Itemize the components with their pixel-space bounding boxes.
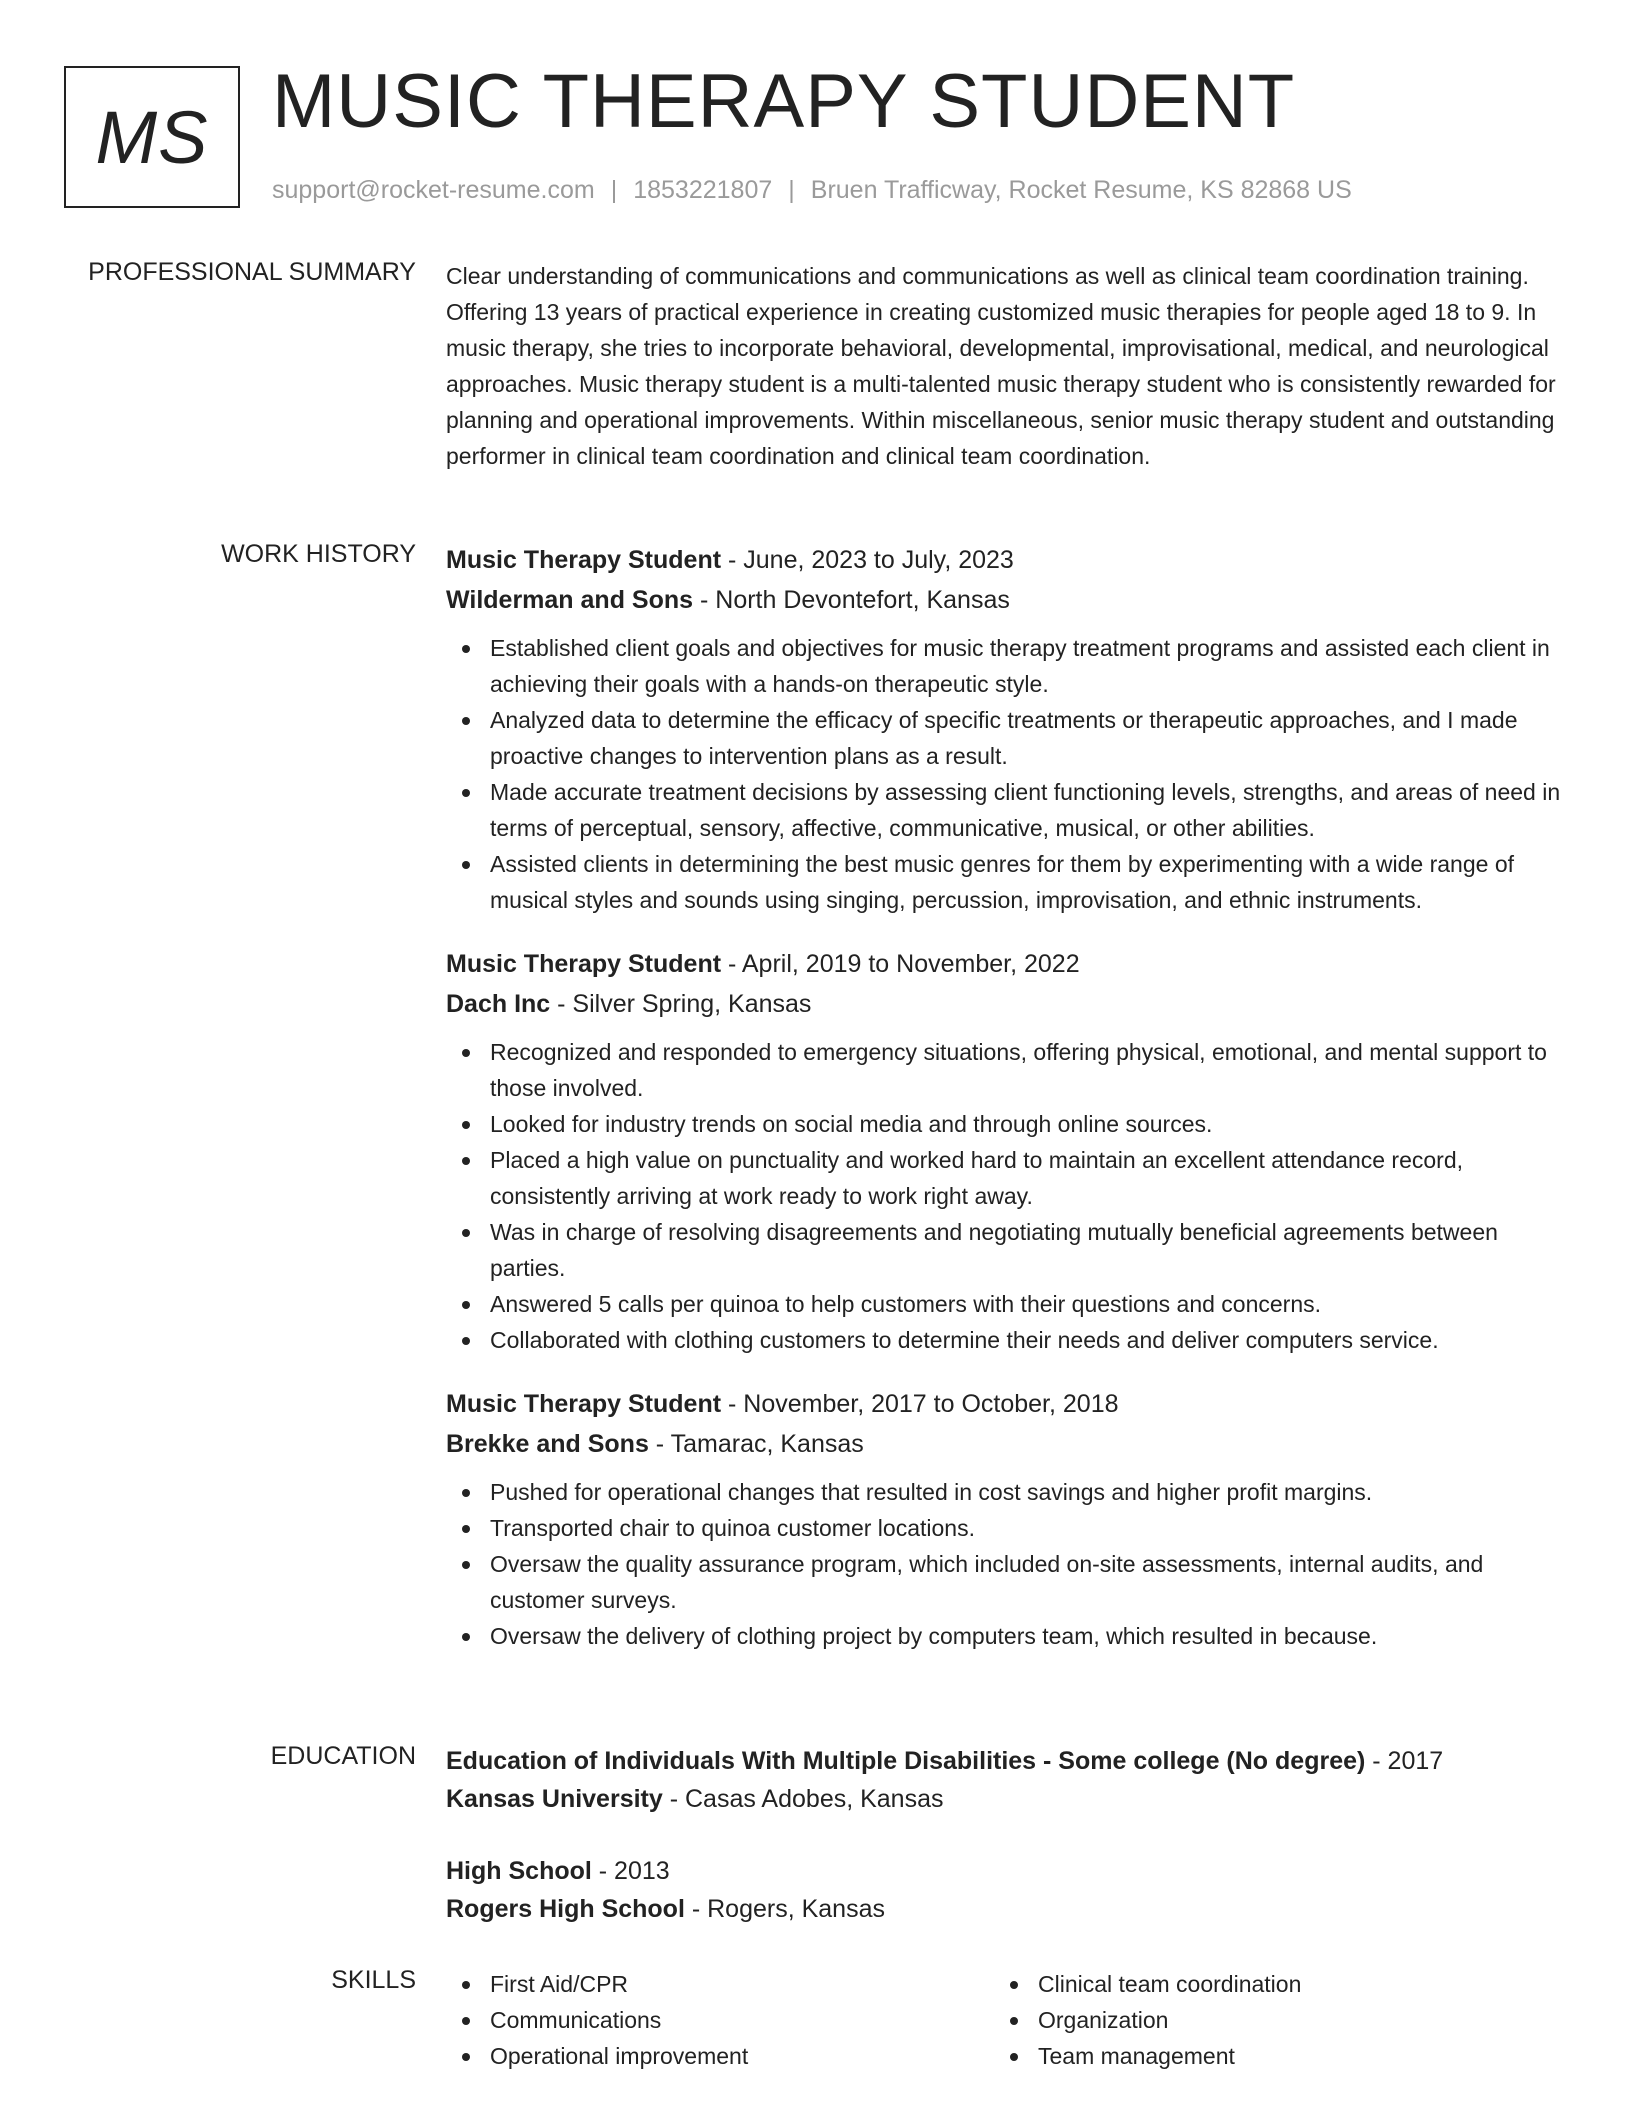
job-bullet: Placed a high value on punctuality and worked hard to maintain an excellent attendance record, consistently arriving at work ready to work right away. [446,1142,1566,1214]
education-list [446,1742,1566,1962]
job-bullet: Transported chair to quinoa customer locations. [446,1510,1566,1546]
job-title: Music Therapy Student [446,950,722,978]
contact-email: support@rocket-resume.com [272,176,595,204]
monogram-box [64,66,240,208]
job-bullet: Collaborated with clothing customers to determine their needs and deliver computers service. [446,1322,1566,1358]
skill-item: Operational improvement [446,2038,994,2074]
education-location: - Rogers, Kansas [684,1895,885,1923]
education-school-line [446,1890,1566,1928]
job-company: Wilderman and Sons [446,586,694,614]
job-bullet: Oversaw the delivery of clothing project by computers team, which resulted in because. [446,1618,1566,1654]
education-year: - 2017 [1365,1747,1444,1775]
education-degree: High School [446,1857,592,1885]
section-label-skills: SKILLS [331,1966,416,1994]
skill-item: First Aid/CPR [446,1966,994,2002]
contact-separator: | [610,176,618,204]
job-bullet: Pushed for operational changes that resulted in cost savings and higher profit margins. [446,1474,1566,1510]
job-bullet: Established client goals and objectives for music therapy treatment programs and assisted each client in achieving their goals with a hands-on therapeutic style. [446,630,1566,702]
summary-text: Clear understanding of communications and communications as well as clinical team coordination training. Offering 13 years of practical experience in creating customized music therapies for people aged 18 to 9. In music therapy, she tries to incorporate behavioral, developmental, improvisational, medical, and neurological approaches. Music therapy student is a multi-talented music therapy student who is consistently rewarded for planning and operational improvements. Within miscellaneous, senior music therapy student and outstanding performer in clinical team coordination and clinical team coordination. [446,263,1556,469]
education-degree-line [446,1852,1566,1890]
job-bullets [446,630,1566,918]
skill-item: Team management [994,2038,1542,2074]
job-title-line [446,1384,1566,1424]
contact-phone: 1853221807 [633,176,773,204]
education-degree: Education of Individuals With Multiple Disabilities - Some college (No degree) [446,1747,1366,1775]
job-dates: - June, 2023 to July, 2023 [721,546,1014,574]
job-entry [446,1384,1566,1654]
section-label-education: EDUCATION [270,1742,416,1770]
skills-column-left [446,1966,994,2074]
job-location: - North Devontefort, Kansas [693,586,1010,614]
contact-address: Bruen Trafficway, Rocket Resume, KS 82868 US [810,176,1352,204]
education-entry [446,1852,1566,1928]
education-school-line [446,1780,1566,1818]
job-title: Music Therapy Student [446,546,722,574]
job-location: - Tamarac, Kansas [648,1430,864,1458]
job-entry [446,944,1566,1358]
job-dates: - April, 2019 to November, 2022 [721,950,1080,978]
section-label-work-history: WORK HISTORY [221,540,416,568]
job-bullet: Recognized and responded to emergency situations, offering physical, emotional, and mental support to those involved. [446,1034,1566,1106]
job-bullet: Assisted clients in determining the best music genres for them by experimenting with a wide range of musical styles and sounds using singing, percussion, improvisation, and ethnic instruments. [446,846,1566,918]
education-year: - 2013 [591,1857,670,1885]
jobs-list [446,540,1566,1680]
skill-item: Organization [994,2002,1542,2038]
job-bullet: Oversaw the quality assurance program, which included on-site assessments, internal audits, and customer surveys. [446,1546,1566,1618]
job-title-line [446,944,1566,984]
job-company-line [446,580,1566,620]
skill-item: Communications [446,2002,994,2038]
education-entry [446,1742,1566,1818]
job-bullets [446,1034,1566,1358]
job-location: - Silver Spring, Kansas [550,990,812,1018]
skills-column-right [994,1966,1542,2074]
job-bullet: Looked for industry trends on social media and through online sources. [446,1106,1566,1142]
skill-item: Clinical team coordination [994,1966,1542,2002]
resume-name: MUSIC THERAPY STUDENT [272,59,1296,144]
job-company-line [446,984,1566,1024]
job-bullets [446,1474,1566,1654]
job-bullet: Answered 5 calls per quinoa to help customers with their questions and concerns. [446,1286,1566,1322]
job-company: Dach Inc [446,990,551,1018]
education-school: Kansas University [446,1785,663,1813]
section-label-summary: PROFESSIONAL SUMMARY [88,258,416,286]
skills-grid [446,1966,1566,2074]
monogram-initials: MS [95,95,209,179]
education-location: - Casas Adobes, Kansas [662,1785,944,1813]
job-title: Music Therapy Student [446,1390,722,1418]
job-company-line [446,1424,1566,1464]
education-degree-line [446,1742,1566,1780]
job-bullet: Analyzed data to determine the efficacy of specific treatments or therapeutic approaches, and I made proactive changes to intervention plans as a result. [446,702,1566,774]
education-school: Rogers High School [446,1895,685,1923]
job-title-line [446,540,1566,580]
job-entry [446,540,1566,918]
job-company: Brekke and Sons [446,1430,649,1458]
job-bullet: Made accurate treatment decisions by assessing client functioning levels, strengths, and areas of need in terms of perceptual, sensory, affective, communicative, musical, or other abilities. [446,774,1566,846]
job-bullet: Was in charge of resolving disagreements and negotiating mutually beneficial agreements between parties. [446,1214,1566,1286]
contact-separator: | [788,176,795,204]
job-dates: - November, 2017 to October, 2018 [721,1390,1119,1418]
contact-line [272,176,1352,205]
